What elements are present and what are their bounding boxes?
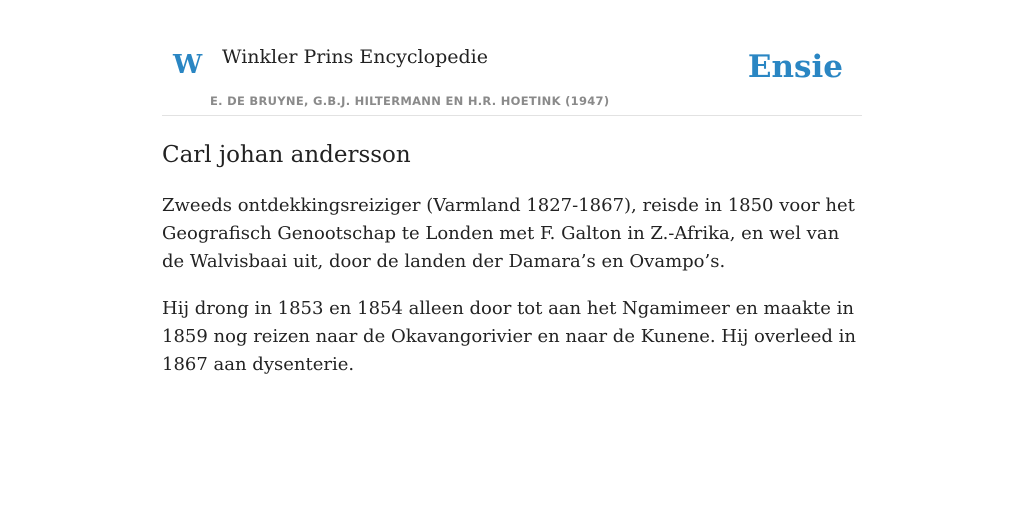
article-title: Carl johan andersson: [162, 142, 411, 168]
article-paragraph: Zweeds ontdekkingsreiziger (Varmland 1827-1867), reisde in 1850 voor het Geografisch Genootschap te Londen met F. Galton in Z.-Afrika, en wel van de Walvisbaai uit, door de landen der Damara’s en Ovampo’s.: [162, 194, 855, 272]
book-header: [162, 0, 862, 116]
article-body: [162, 192, 862, 379]
book-title[interactable]: Winkler Prins Encyclopedie: [222, 46, 488, 68]
page: [162, 0, 862, 379]
ensie-logo-link[interactable]: Ensie: [747, 49, 843, 85]
article-paragraph: Hij drong in 1853 en 1854 alleen door tot aan het Ngamimeer en maakte in 1859 nog reizen naar de Okavangorivier en naar de Kunene. Hij overleed in 1867 aan dysenterie.: [162, 297, 856, 375]
winkler-prins-logo[interactable]: W: [173, 50, 203, 80]
book-authors: E. DE BRUYNE, G.B.J. HILTERMANN EN H.R. HOETINK (1947): [210, 94, 610, 108]
